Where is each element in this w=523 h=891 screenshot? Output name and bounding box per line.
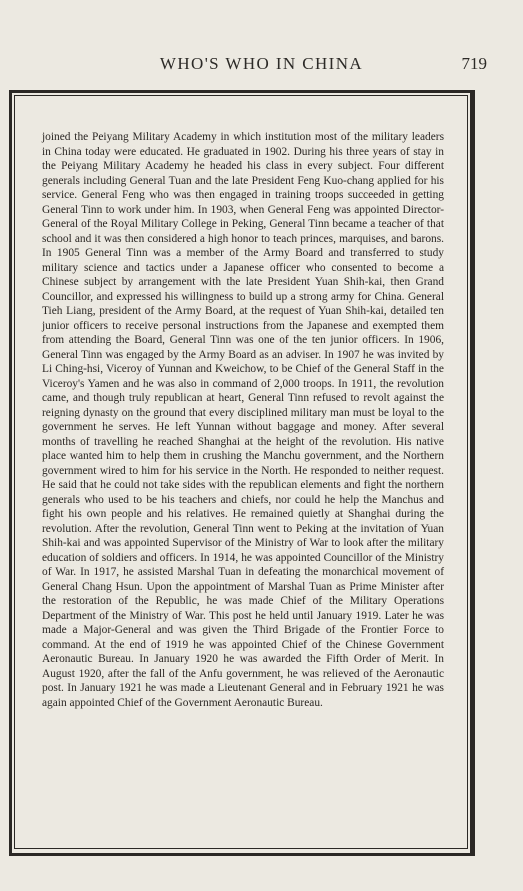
page-header [0,52,523,78]
page-border-shadow-right [470,92,473,854]
biography-paragraph: joined the Peiyang Military Academy in which institution most of the military leaders in China today were educated. He graduated in 1902. During his three years of stay in the Peiyang Military Academy he headed his class in every subject. Four different generals including General Tuan and the late President Feng Kuo-chang applied for his service. General Feng who was then engaged in training troops succeeded in getting General Tinn to work under him. In 1903, when General Feng was appointed Director-General of the Royal Military College in Peking, General Tinn became a teacher of that school and it was then considered a high honor to teach princes, marquises, and barons. In 1905 General Tinn was a member of the Army Board and transferred to study military science and tactics under a Japanese officer who consented to become a Chinese subject by arrangement with the late President Yuan Shih-kai, then Grand Councillor, and expressed his willingness to build up a strong army for China. General Tieh Liang, president of the Army Board, at the request of Yuan Shih-kai, detailed ten junior officers to receive personal instructions from the Japanese and exempted them from attending the Board, General Tinn was one of the ten junior officers. In 1906, General Tinn was engaged by the Army Board as an adviser. In 1907 he was invited by Li Ching-hsi, Viceroy of Yunnan and Kweichow, to be Chief of the General Staff in the Viceroy's Yamen and he was also in command of 2,000 troops. In 1911, the revolution came, and though truly republican at heart, General Tinn refused to revolt against the reigning dynasty on the ground that every disciplined military man must be loyal to the government he serves. He left Yunnan without baggage and money. After several months of travelling he reached Shanghai at the height of the revolution. His native place wanted him to help them in crushing the Manchu government, and the Northern government wired to him for his service in the North. He responded to neither request. He said that he could not take sides with the republican elements and fight the northern generals who used to be his teachers and chiefs, nor could he help the Manchus and fight his own people and his relatives. He remained quietly at Shanghai during the revolution. After the revolution, General Tinn went to Peking at the invitation of Yuan Shih-kai and was appointed Supervisor of the Ministry of War to look after the military education of soldiers and officers. In 1914, he was appointed Councillor of the Ministry of War. In 1917, he assisted Marshal Tuan in defeating the monarchical movement of General Chang Hsun. Upon the appointment of Marshal Tuan as Prime Minister after the restoration of the Republic, he was made Chief of the Military Operations Department of the Ministry of War. This post he held until January 1919. Later he was made a Major-General and was given the Third Brigade of the Frontier Force to command. At the end of 1919 he was appointed Chief of the Chinese Government Aeronautic Bureau. In January 1920 he was awarded the Fifth Order of Merit. In August 1920, after the fall of the Anfu government, he was relieved of the Aeronautic post. In January 1921 he was made a Lieutenant General and in February 1921 he was again appointed Chief of the Government Aeronautic Bureau. [42,131,444,709]
page-number: 719 [461,54,487,73]
running-title: WHO'S WHO IN CHINA [159,54,364,73]
page-border-shadow-bottom [12,853,473,856]
